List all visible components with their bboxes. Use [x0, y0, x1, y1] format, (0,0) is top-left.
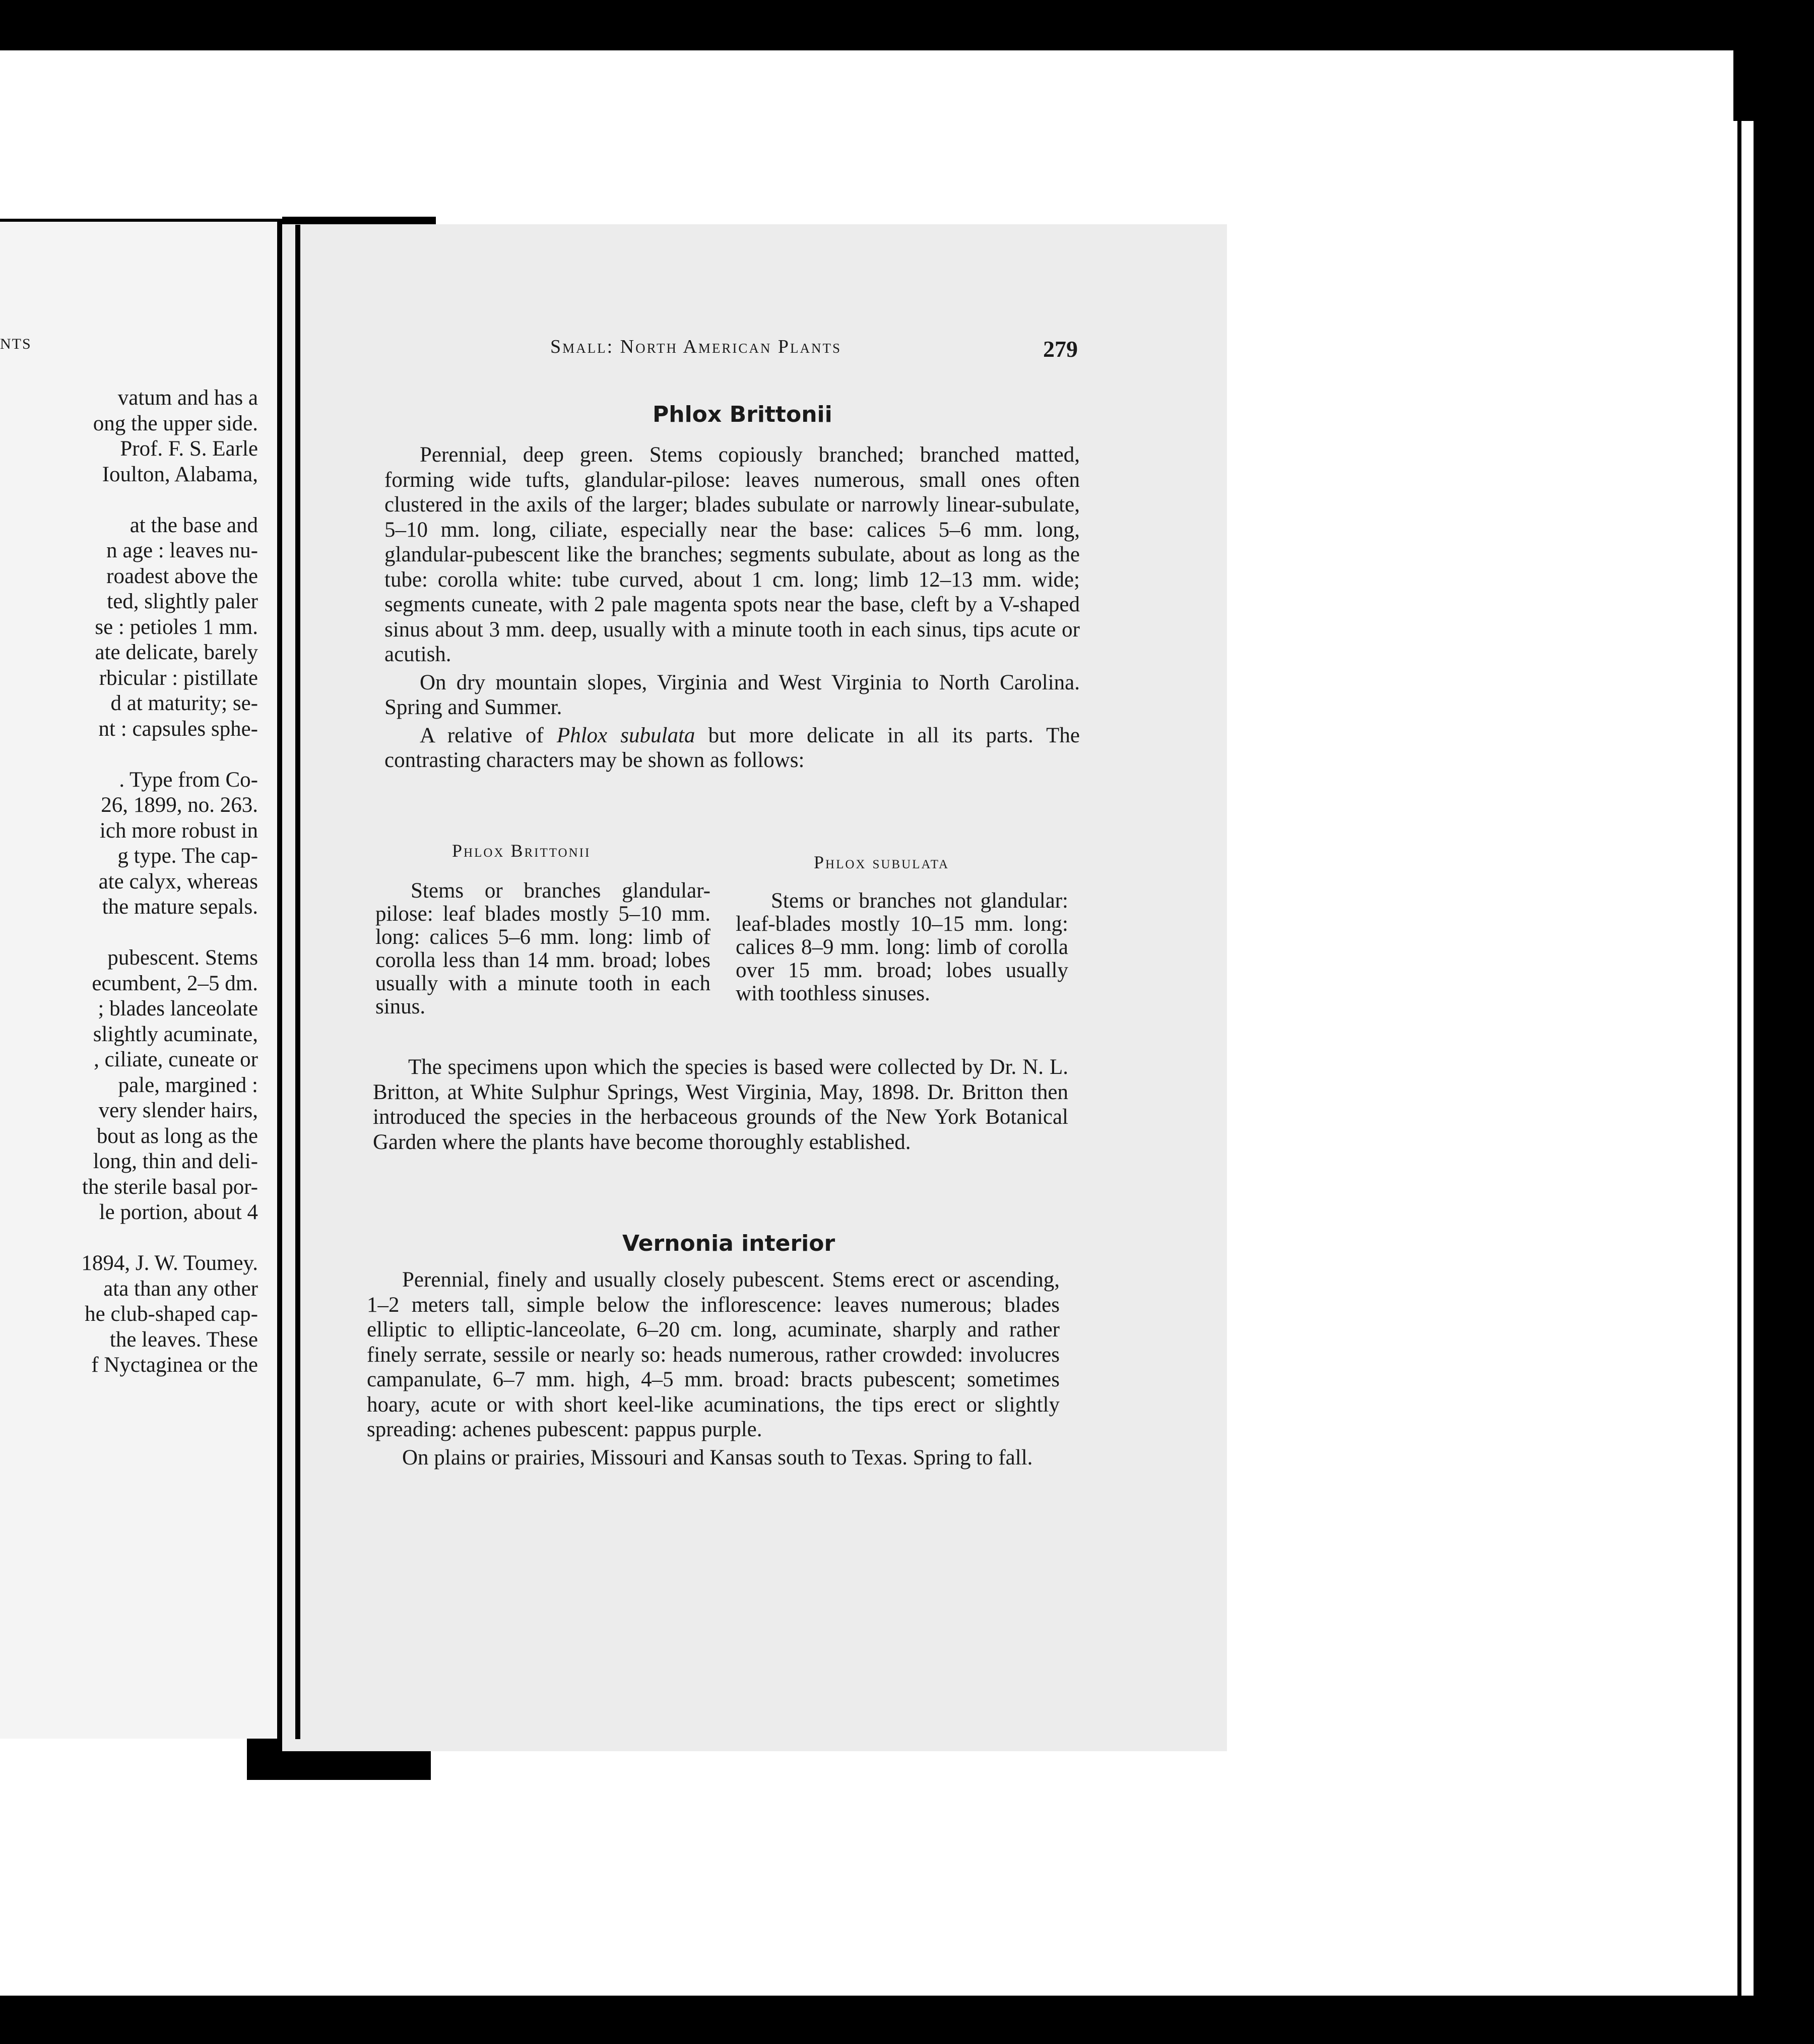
left-page-header-fragment: NTS	[0, 336, 32, 352]
scan-border-top	[0, 0, 1814, 50]
scan-border-notch	[1733, 50, 1754, 121]
left-page-line: Ioulton, Alabama,	[102, 462, 258, 486]
vernonia-description: Perennial, finely and usually closely pubescent. Stems erect or ascending, 1–2 meters tall, simple below the inflorescence: leaves numerous; blades elliptic to elliptic-lanceolate, 6–20 cm. long, acuminate, sharply and rather finely serrate, sessile or nearly so: heads numerous, rather crowded: involucres campanulate, 6–7 mm. high, 4–5 mm. broad: bracts pubescent; sometimes hoary, acute or with short keel-like acuminations, the tips erect or slightly spreading: achenes pubescent: pappus purple.	[367, 1268, 1060, 1441]
left-page-line: 26, 1899, no. 263.	[101, 793, 258, 817]
vernonia-block	[367, 1267, 1060, 1470]
left-page-line: vatum and has a	[117, 386, 258, 410]
page-number: 279	[1043, 336, 1078, 362]
comparison-head-brittonii: Phlox Brittonii	[452, 841, 591, 861]
vernonia-habitat: On plains or prairies, Missouri and Kansas south to Texas. Spring to fall.	[402, 1445, 1033, 1470]
gutter-line	[277, 222, 282, 1739]
phlox-relative-suffix: but more delicate in all its parts. The contrasting characters may be shown as follows:	[384, 723, 1080, 772]
left-page-line: ate delicate, barely	[95, 641, 258, 664]
phlox-specimens: The specimens upon which the species is based were collected by Dr. N. L. Britton, at White Sulphur Springs, West Virginia, May, 1898. Dr. Britton then introduced the species in the herbaceous grounds of the New York Botanical Garden where the plants have become thoroughly established.	[373, 1055, 1068, 1154]
left-page-line: f Nyctaginea or the	[91, 1353, 258, 1377]
left-page-line: se : petioles 1 mm.	[95, 615, 258, 639]
left-page-line: pubescent. Stems	[107, 946, 258, 970]
phlox-relative-prefix: A relative of	[420, 723, 544, 747]
phlox-specimens-block	[373, 1055, 1068, 1155]
scan-border-inner-edge	[1737, 121, 1741, 1996]
left-page-line: the leaves. These	[109, 1327, 258, 1352]
left-page-line: n age : leaves nu-	[106, 539, 258, 562]
left-page-line: 1894, J. W. Toumey.	[81, 1251, 258, 1275]
left-page-line: long, thin and deli-	[93, 1149, 258, 1173]
left-page-line: ate calyx, whereas	[98, 869, 258, 893]
left-page-line: ; blades lanceolate	[98, 997, 258, 1020]
left-page-line: pale, margined :	[118, 1073, 258, 1097]
left-page-line: very slender hairs,	[98, 1099, 258, 1122]
left-page-line: slightly acuminate,	[93, 1022, 258, 1046]
left-page-line: , ciliate, cuneate or	[94, 1048, 258, 1071]
left-page-line: roadest above the	[106, 564, 258, 588]
left-page-line: the sterile basal por-	[82, 1175, 258, 1199]
phlox-relative-paragraph	[384, 723, 1080, 773]
left-facing-page	[0, 222, 282, 1739]
left-page-line: rbicular : pistillate	[99, 666, 258, 690]
comparison-text-subulata: Stems or branches not glandular: leaf-blades mostly 10–15 mm. long: calices 8–9 mm. long: limb of corolla over 15 mm. broad; lobes usually with toothless sinuses.	[736, 889, 1068, 1005]
left-page-line: the mature sepals.	[102, 895, 258, 919]
left-page-line: at the base and	[129, 513, 258, 537]
scan-border-bottom	[0, 1996, 1814, 2044]
left-page-line: ich more robust in	[99, 818, 258, 843]
phlox-description-block	[384, 442, 1080, 773]
section-title-vernonia: Vernonia interior	[622, 1231, 835, 1256]
left-page-line: . Type from Co-	[119, 768, 258, 792]
left-page-line: ata than any other	[103, 1276, 258, 1301]
binding-strip-top	[282, 217, 436, 225]
left-page-line: ong the upper side.	[93, 411, 258, 435]
section-title-phlox: Phlox Brittonii	[653, 402, 832, 427]
left-page-line: d at maturity; se-	[110, 691, 258, 715]
scan-border-right	[1754, 0, 1814, 2044]
left-page-line: nt : capsules sphe-	[98, 717, 258, 741]
left-page-line: ted, slightly paler	[107, 590, 258, 613]
left-page-line: he club-shaped cap-	[85, 1302, 258, 1326]
phlox-habitat: On dry mountain slopes, Virginia and West Virginia to North Carolina. Spring and Summer.	[384, 670, 1080, 719]
left-page-line: g type. The cap-	[117, 844, 258, 868]
main-page-left-edge	[295, 225, 300, 1739]
running-head: Small: North American Plants	[550, 336, 841, 357]
comparison-text-brittonii: Stems or branches glandular-pilose: leaf blades mostly 5–10 mm. long: calices 5–6 mm. long: limb of corolla less than 14 mm. broad; lobes usually with a minute tooth in each sinus.	[375, 879, 710, 1018]
left-page-line: le portion, about 4	[99, 1200, 258, 1224]
comparison-head-subulata: Phlox subulata	[814, 852, 950, 872]
left-page-line: Prof. F. S. Earle	[120, 437, 258, 461]
left-page-line: bout as long as the	[96, 1124, 258, 1148]
phlox-relative-species: Phlox subulata	[556, 723, 695, 747]
phlox-description: Perennial, deep green. Stems copiously branched; branched matted, forming wide tufts, glandular-pilose: leaves numerous, small ones often clustered in the axils of the larger; blades subulate or narrowly linear-subulate, 5–10 mm. long, ciliate, especially near the base: calices 5–6 mm. long, glandular-pubescent like the branches; segments subulate, about as long as the tube: corolla white: tube curved, about 1 cm. long; limb 12–13 mm. wide; segments cuneate, with 2 pale magenta spots near the base, cleft by a V-shaped sinus about 3 mm. deep, usually with a minute tooth in each sinus, tips acute or acutish.	[384, 443, 1080, 666]
left-page-line: ecumbent, 2–5 dm.	[92, 971, 258, 995]
